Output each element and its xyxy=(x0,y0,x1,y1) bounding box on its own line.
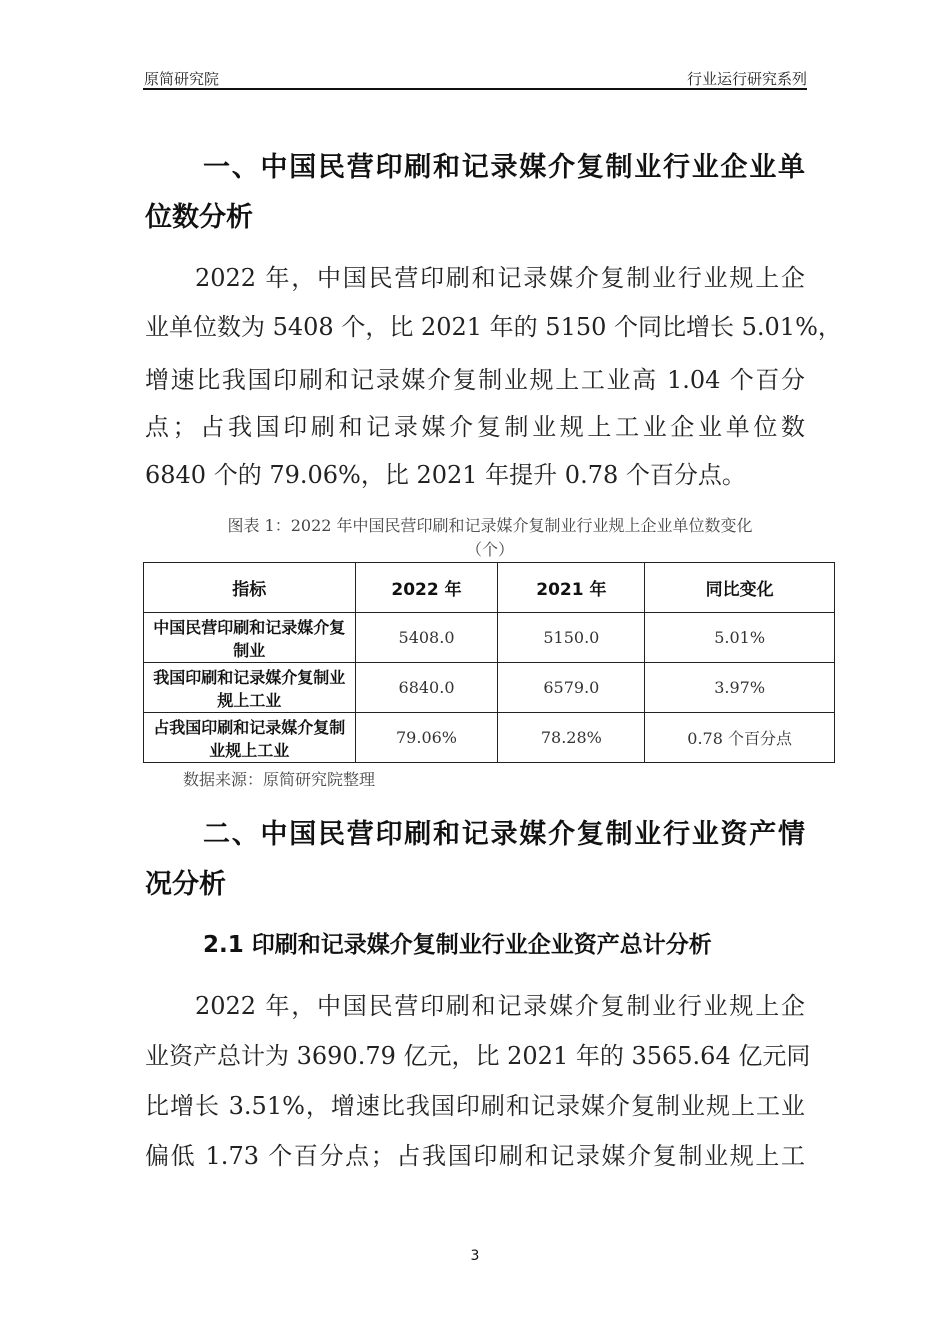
table-caption-unit: （个） xyxy=(465,540,514,559)
section1-para-line: 点；占我国印刷和记录媒介复制业规上工业企业单位数 xyxy=(145,413,805,441)
table-caption: 图表 1：2022 年中国民营印刷和记录媒介复制业行业规上企业单位数变化 xyxy=(227,516,753,535)
table-header: 2021 年 xyxy=(498,563,645,613)
table-cell: 占我国印刷和记录媒介复制业规上工业 xyxy=(144,713,356,763)
table-cell: 78.28% xyxy=(498,713,645,763)
table-header: 同比变化 xyxy=(645,563,835,613)
section2-para-line: 偏低 1.73 个百分点；占我国印刷和记录媒介复制业规上工 xyxy=(145,1142,805,1170)
table-cell: 我国印刷和记录媒介复制业规上工业 xyxy=(144,663,356,713)
table-cell: 3.97% xyxy=(645,663,835,713)
table-header: 指标 xyxy=(144,563,356,613)
section1-para-line: 6840 个的 79.06%，比 2021 年提升 0.78 个百分点。 xyxy=(145,461,746,489)
section1-para-line: 增速比我国印刷和记录媒介复制业规上工业高 1.04 个百分 xyxy=(145,366,805,394)
table-cell: 5408.0 xyxy=(355,613,498,663)
section1-para-line: 业单位数为 5408 个，比 2021 年的 5150 个同比增长 5.01%， xyxy=(145,313,842,341)
section2-title-line2: 况分析 xyxy=(145,869,226,900)
table-header-row xyxy=(144,563,835,613)
section2-para-line: 比增长 3.51%，增速比我国印刷和记录媒介复制业规上工业 xyxy=(145,1092,805,1120)
table-row xyxy=(144,713,835,763)
table-cell: 79.06% xyxy=(355,713,498,763)
table-cell: 6579.0 xyxy=(498,663,645,713)
table-row xyxy=(144,613,835,663)
header-left: 原简研究院 xyxy=(144,70,220,88)
section2-para-line: 业资产总计为 3690.79 亿元，比 2021 年的 3565.64 亿元同 xyxy=(145,1042,811,1070)
table-source: 数据来源：原简研究院整理 xyxy=(183,770,376,789)
table-cell: 6840.0 xyxy=(355,663,498,713)
page-number: 3 xyxy=(470,1248,480,1264)
table-cell: 5150.0 xyxy=(498,613,645,663)
table-cell: 5.01% xyxy=(645,613,835,663)
table-cell: 中国民营印刷和记录媒介复制业 xyxy=(144,613,356,663)
section1-title-line1: 一、中国民营印刷和记录媒介复制业行业企业单 xyxy=(203,152,805,183)
table-cell: 0.78 个百分点 xyxy=(645,713,835,763)
section1-title-line2: 位数分析 xyxy=(145,202,253,233)
section1-para-line: 2022 年，中国民营印刷和记录媒介复制业行业规上企 xyxy=(195,264,805,292)
data-table xyxy=(143,562,835,763)
section2-para-line: 2022 年，中国民营印刷和记录媒介复制业行业规上企 xyxy=(195,992,805,1020)
table-header: 2022 年 xyxy=(355,563,498,613)
header-right: 行业运行研究系列 xyxy=(686,70,807,88)
table-row xyxy=(144,663,835,713)
section2-subtitle: 2.1 印刷和记录媒介复制业行业企业资产总计分析 xyxy=(203,932,712,958)
section2-title-line1: 二、中国民营印刷和记录媒介复制业行业资产情 xyxy=(203,819,805,850)
header-divider xyxy=(143,88,807,90)
